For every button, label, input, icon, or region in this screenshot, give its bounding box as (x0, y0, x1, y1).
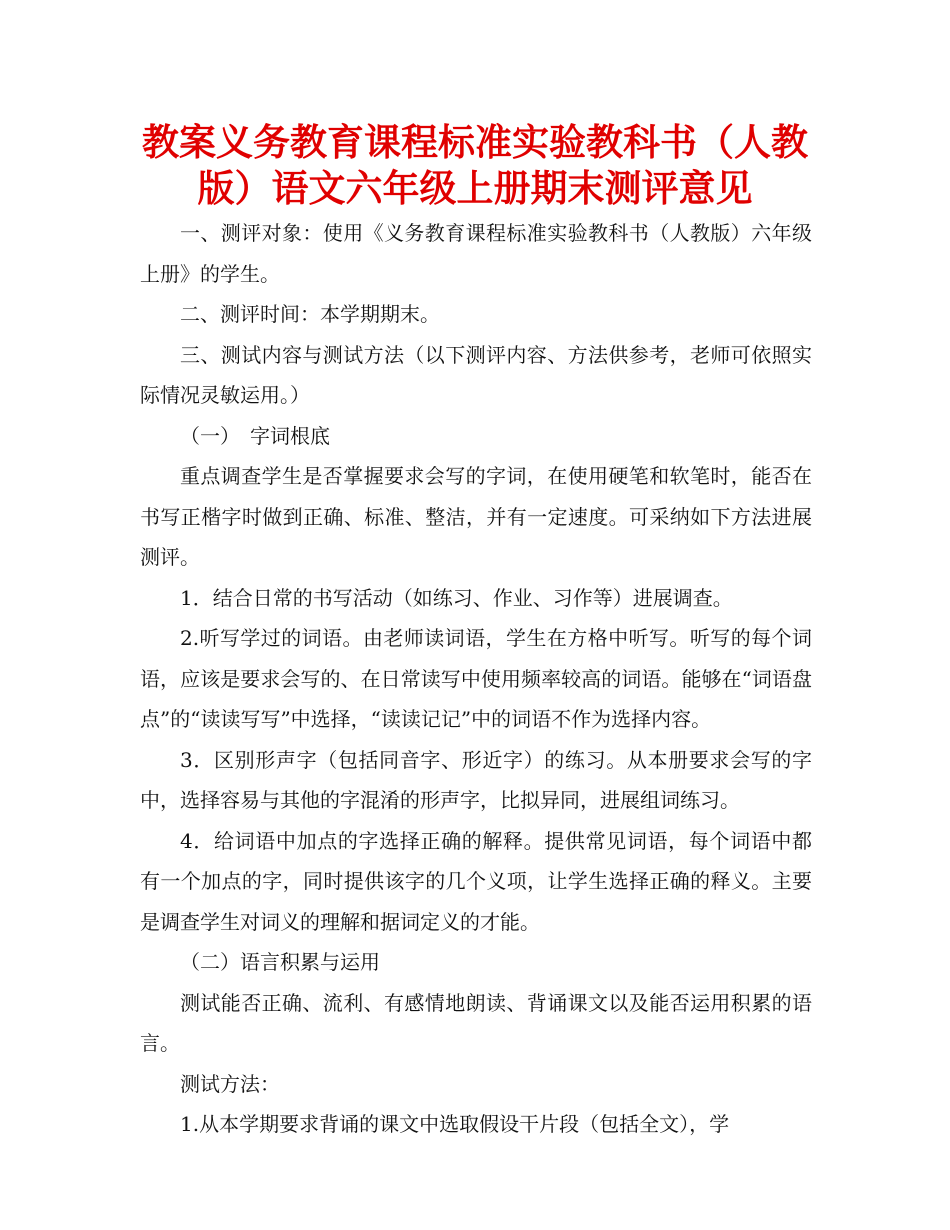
section-heading-language: （二）语言积累与运用 (180, 950, 380, 974)
paragraph-vocabulary-focus: 重点调查学生是否掌握要求会写的字词，在使用硬笔和软笔时，能否在书写正楷字时做到正确、标准、整洁，并有一定速度。可采纳如下方法进展测评。 (140, 464, 812, 569)
document-title: 教案义务教育课程标准实验教科书（人教版）语文六年级上册期末测评意见 (142, 121, 808, 210)
list-item-recitation: 1.从本学期要求背诵的课文中选取假设干片段（包括全文），学 (180, 1112, 730, 1136)
list-item-2: 2.听写学过的词语。由老师读词语，学生在方格中听写。听写的每个词语，应该是要求会写的、在日常读写中使用频率较高的词语。能够在“词语盘点”的“读读写写”中选择，“读读记记”中的词语不作为选择内容。 (140, 626, 812, 731)
list-item-1: 1．结合日常的书写活动（如练习、作业、习作等）进展调查。 (180, 585, 733, 610)
paragraph-test-method-label: 测试方法： (180, 1071, 280, 1096)
paragraph-test-time: 二、测评时间：本学期期末。 (180, 302, 440, 326)
list-item-4: 4．给词语中加点的字选择正确的解释。提供常见词语，每个词语中都有一个加点的字，同时提供该字的几个义项，让学生选择正确的释义。主要是调查学生对词义的理解和据词定义的才能。 (140, 828, 812, 934)
paragraph-test-subject: 一、测评对象：使用《义务教育课程标准实验教科书（人教版）六年级上册》的学生。 (140, 221, 812, 286)
paragraph-language-focus: 测试能否正确、流利、有感情地朗读、背诵课文以及能否运用积累的语言。 (140, 990, 812, 1055)
section-heading-vocabulary: （一） 字词根底 (180, 423, 330, 448)
paragraph-test-content-method: 三、测试内容与测试方法（以下测评内容、方法供参考，老师可依照实际情况灵敏运用。） (140, 342, 812, 407)
document-body (140, 213, 812, 1145)
list-item-3: 3．区别形声字（包括同音字、形近字）的练习。从本册要求会写的字中，选择容易与其他的字混淆的形声字，比拟异同，进展组词练习。 (140, 747, 812, 812)
